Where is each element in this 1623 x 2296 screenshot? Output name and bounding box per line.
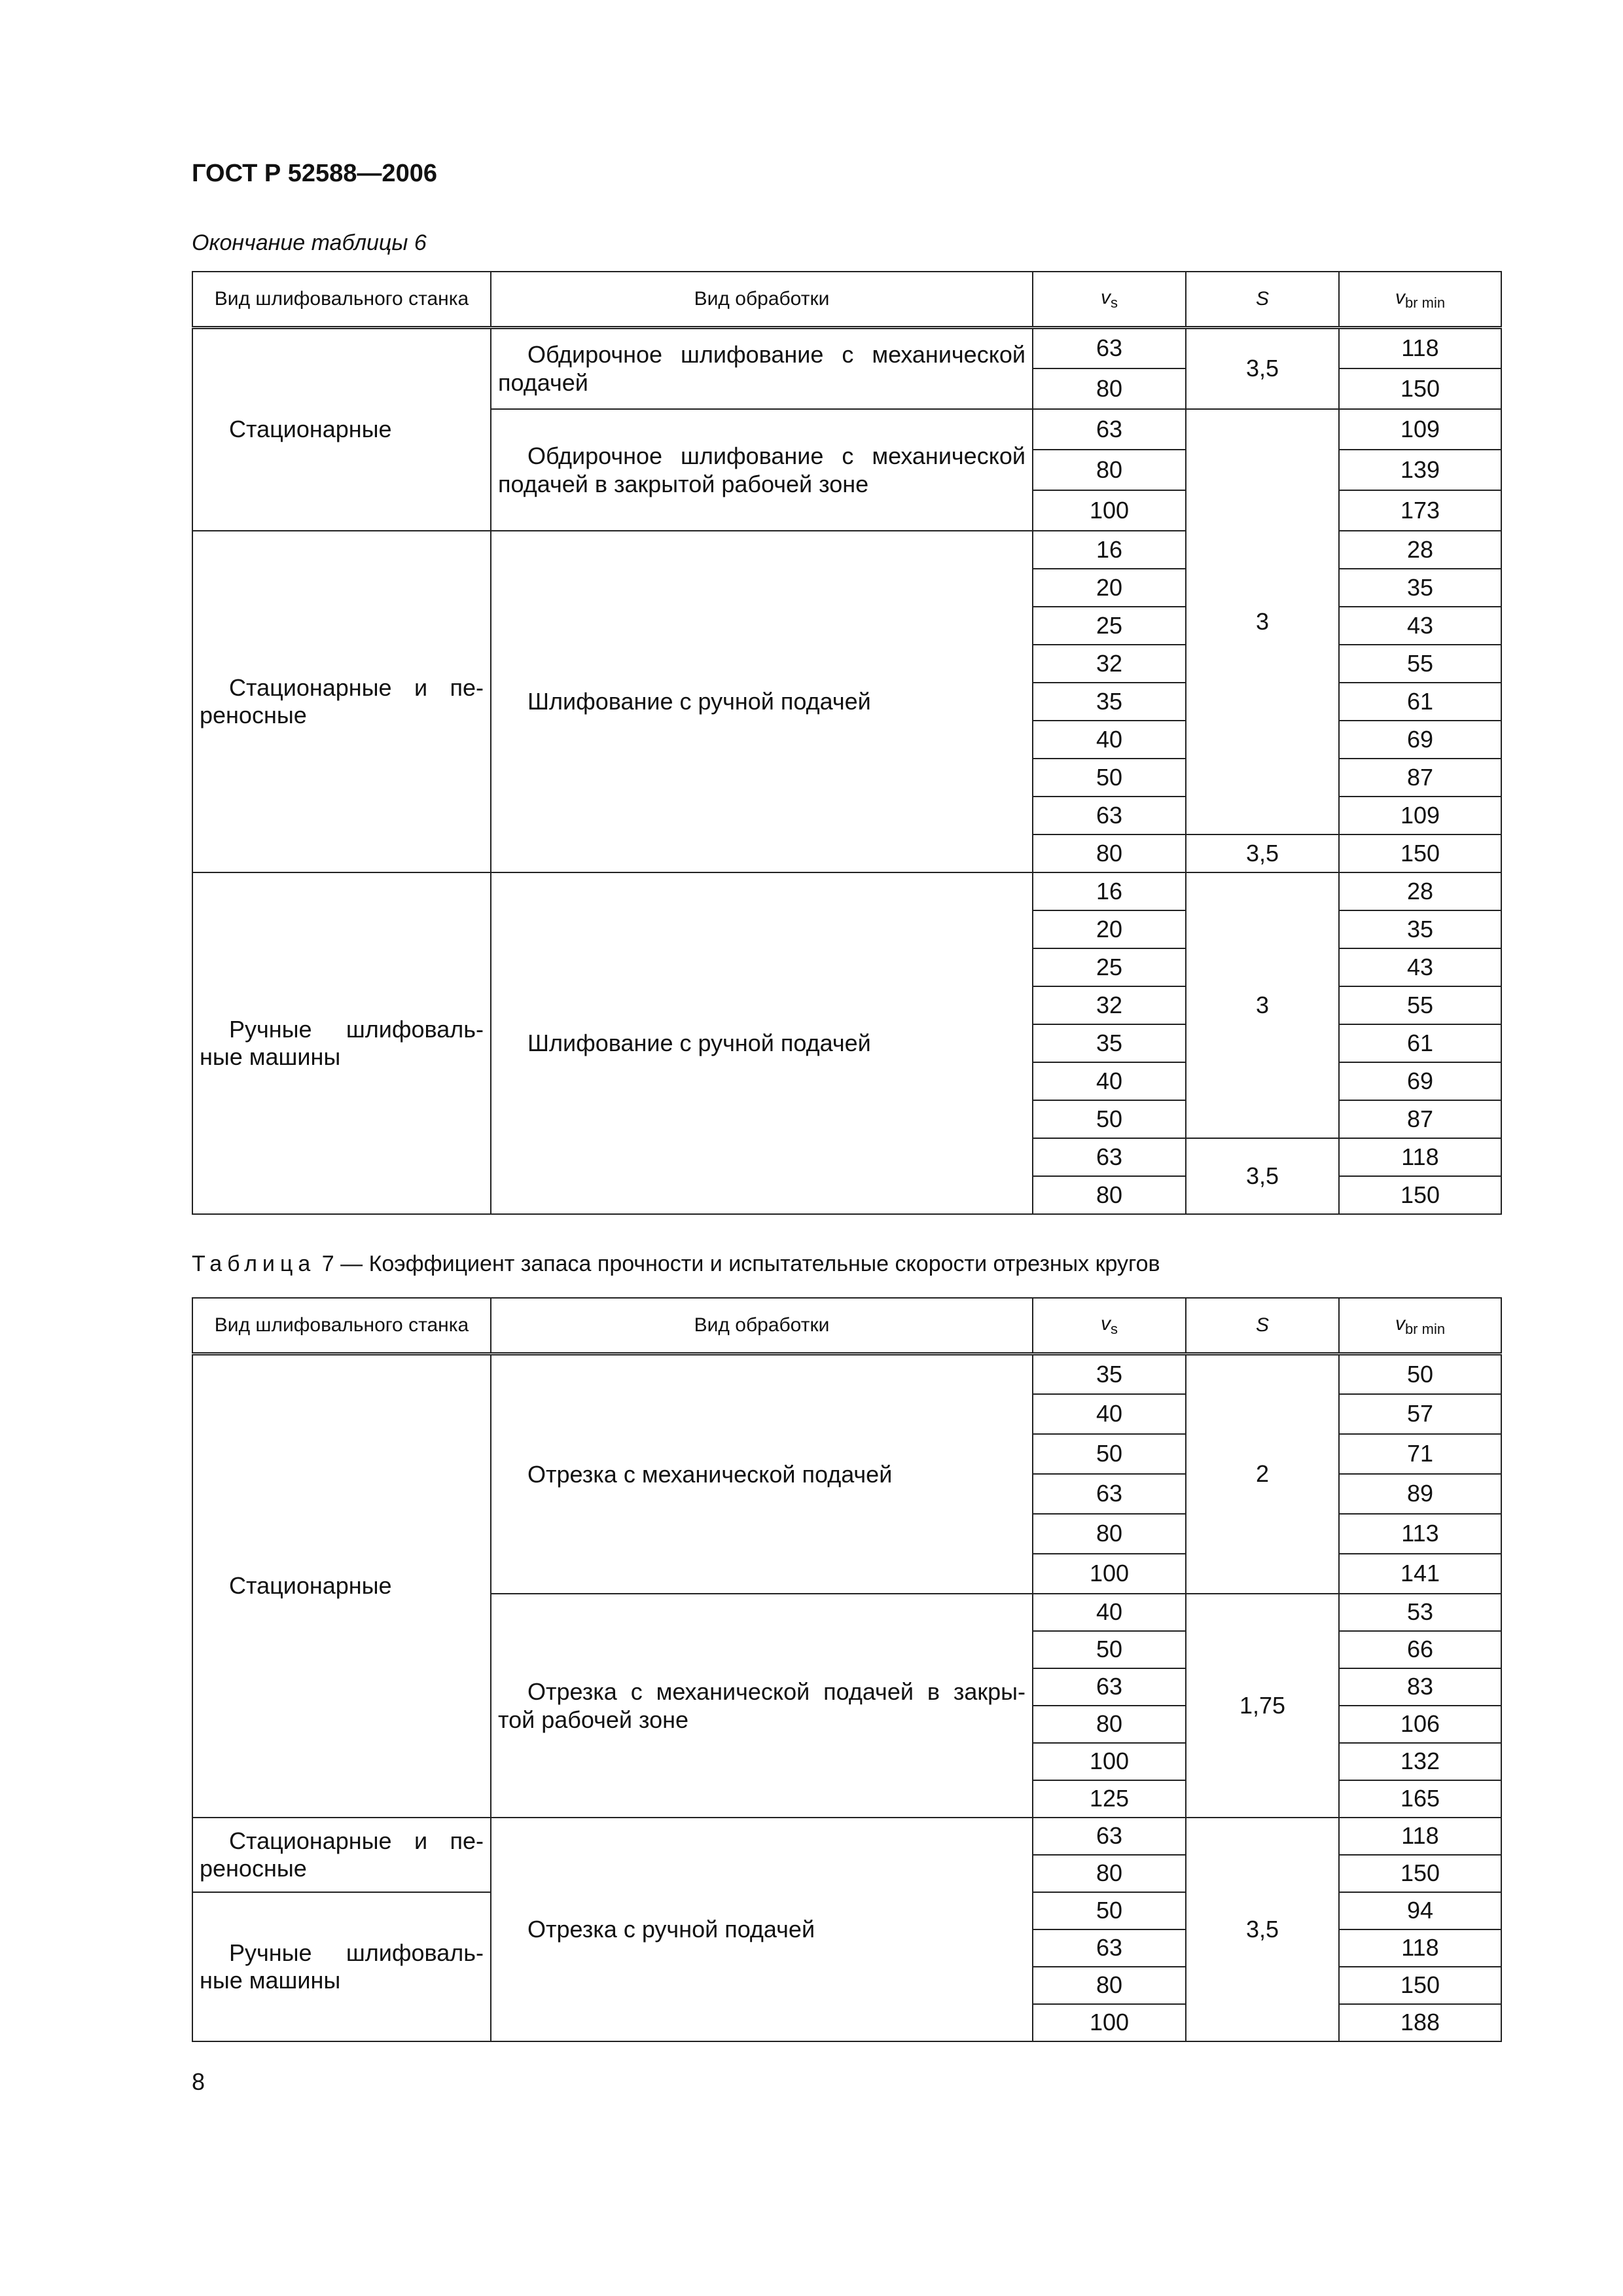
vbr-cell: 89: [1339, 1474, 1501, 1514]
vbr-cell: 55: [1339, 645, 1501, 683]
vbr-cell: 150: [1339, 1176, 1501, 1214]
machine-cell: Стационарные и пе-реносные: [192, 531, 491, 872]
vbr-cell: 118: [1339, 1818, 1501, 1855]
vbr-cell: 87: [1339, 759, 1501, 797]
vbr-cell: 132: [1339, 1743, 1501, 1780]
s-cell: 3: [1186, 409, 1339, 834]
col-header-vbr: $v_{br min}$: [1339, 1298, 1501, 1354]
vbr-cell: 66: [1339, 1631, 1501, 1668]
vbr-cell: 150: [1339, 1967, 1501, 2004]
vbr-cell: 173: [1339, 490, 1501, 531]
vbr-cell: 35: [1339, 910, 1501, 948]
machine-cell: Стационарные и пе-реносные: [192, 1818, 491, 1892]
s-cell: 3,5: [1186, 328, 1339, 409]
table-row: [192, 1354, 1501, 1394]
vbr-cell: 87: [1339, 1100, 1501, 1138]
vs-cell: 40: [1033, 1394, 1186, 1434]
vs-cell: 63: [1033, 1474, 1186, 1514]
vbr-cell: 118: [1339, 328, 1501, 368]
processing-cell: Обдирочное шлифование с механической подачей: [491, 328, 1033, 409]
col-header-s: S: [1186, 1298, 1339, 1354]
s-cell: 3,5: [1186, 1138, 1339, 1214]
col-header-machine: Вид шлифовального станка: [192, 1298, 491, 1354]
machine-cell: Ручные шлифоваль-ные машины: [192, 1892, 491, 2041]
vbr-cell: 50: [1339, 1354, 1501, 1394]
vbr-cell: 69: [1339, 721, 1501, 759]
vbr-cell: 113: [1339, 1514, 1501, 1554]
vs-cell: 100: [1033, 1743, 1186, 1780]
vs-cell: 63: [1033, 1668, 1186, 1706]
processing-cell: Отрезка с ручной подачей: [491, 1818, 1033, 2041]
vs-cell: 63: [1033, 1818, 1186, 1855]
table-row: [192, 1818, 1501, 1855]
document-title: ГОСТ Р 52588—2006: [192, 160, 437, 187]
vbr-cell: 109: [1339, 409, 1501, 450]
vbr-cell: 150: [1339, 1855, 1501, 1892]
vs-cell: 80: [1033, 450, 1186, 490]
table6-header-row: [192, 272, 1501, 328]
vs-cell: 80: [1033, 834, 1186, 872]
vbr-cell: 83: [1339, 1668, 1501, 1706]
col-header-processing: Вид обработки: [491, 272, 1033, 328]
vs-cell: 50: [1033, 1631, 1186, 1668]
processing-cell: Отрезка с механической подачей: [491, 1354, 1033, 1594]
processing-cell: Шлифование с ручной подачей: [491, 531, 1033, 872]
vbr-cell: 43: [1339, 948, 1501, 986]
vs-cell: 63: [1033, 328, 1186, 368]
vs-cell: 40: [1033, 1062, 1186, 1100]
vs-cell: 80: [1033, 1176, 1186, 1214]
vbr-cell: 55: [1339, 986, 1501, 1024]
col-header-vbr: $v_{br min}$: [1339, 272, 1501, 328]
vbr-cell: 109: [1339, 797, 1501, 834]
vs-cell: 63: [1033, 1138, 1186, 1176]
vs-cell: 20: [1033, 910, 1186, 948]
vbr-cell: 57: [1339, 1394, 1501, 1434]
processing-cell: Обдирочное шлифование с механической подачей в закрытой рабочей зоне: [491, 409, 1033, 531]
table6: [192, 271, 1502, 1215]
vs-cell: 16: [1033, 872, 1186, 910]
vbr-cell: 188: [1339, 2004, 1501, 2041]
col-header-machine: Вид шлифовального станка: [192, 272, 491, 328]
vs-cell: 125: [1033, 1780, 1186, 1818]
machine-cell: Стационарные: [192, 328, 491, 531]
vs-cell: 100: [1033, 1554, 1186, 1594]
vs-cell: 35: [1033, 1354, 1186, 1394]
vs-cell: 25: [1033, 607, 1186, 645]
table7-caption: Таблица 7 — Коэффициент запаса прочности и испытательные скорости отрезных кругов: [192, 1251, 1160, 1276]
page-number: 8: [192, 2068, 205, 2095]
vs-cell: 80: [1033, 1514, 1186, 1554]
col-header-vs: $v_s$: [1033, 1298, 1186, 1354]
vs-cell: 40: [1033, 1594, 1186, 1631]
vs-cell: 16: [1033, 531, 1186, 569]
vbr-cell: 71: [1339, 1434, 1501, 1474]
vbr-cell: 28: [1339, 872, 1501, 910]
table6-caption: Окончание таблицы 6: [192, 230, 427, 255]
processing-cell: Шлифование с ручной подачей: [491, 872, 1033, 1214]
vs-cell: 63: [1033, 1929, 1186, 1967]
vs-cell: 80: [1033, 1706, 1186, 1743]
vs-cell: 63: [1033, 797, 1186, 834]
vs-cell: 35: [1033, 1024, 1186, 1062]
col-header-processing: Вид обработки: [491, 1298, 1033, 1354]
vbr-cell: 106: [1339, 1706, 1501, 1743]
vs-cell: 32: [1033, 986, 1186, 1024]
vbr-cell: 43: [1339, 607, 1501, 645]
vbr-cell: 61: [1339, 1024, 1501, 1062]
vbr-cell: 53: [1339, 1594, 1501, 1631]
vbr-cell: 94: [1339, 1892, 1501, 1929]
s-cell: 2: [1186, 1354, 1339, 1594]
s-cell: 3: [1186, 872, 1339, 1138]
vbr-cell: 118: [1339, 1138, 1501, 1176]
vbr-cell: 118: [1339, 1929, 1501, 1967]
vs-cell: 80: [1033, 368, 1186, 409]
col-header-vs: $v_s$: [1033, 272, 1186, 328]
table-row: [192, 328, 1501, 368]
processing-cell: Отрезка с механической подачей в закры-той рабочей зоне: [491, 1594, 1033, 1818]
vs-cell: 80: [1033, 1967, 1186, 2004]
vs-cell: 100: [1033, 2004, 1186, 2041]
vbr-cell: 28: [1339, 531, 1501, 569]
vs-cell: 20: [1033, 569, 1186, 607]
vs-cell: 50: [1033, 1100, 1186, 1138]
vbr-cell: 165: [1339, 1780, 1501, 1818]
vbr-cell: 150: [1339, 368, 1501, 409]
vbr-cell: 139: [1339, 450, 1501, 490]
table-row: [192, 872, 1501, 910]
machine-cell: Стационарные: [192, 1354, 491, 1818]
vs-cell: 40: [1033, 721, 1186, 759]
s-cell: 3,5: [1186, 1818, 1339, 2041]
vs-cell: 100: [1033, 490, 1186, 531]
vs-cell: 80: [1033, 1855, 1186, 1892]
vbr-cell: 69: [1339, 1062, 1501, 1100]
table7: [192, 1297, 1502, 2042]
vs-cell: 32: [1033, 645, 1186, 683]
vs-cell: 50: [1033, 1892, 1186, 1929]
vbr-cell: 150: [1339, 834, 1501, 872]
table7-header-row: [192, 1298, 1501, 1354]
vs-cell: 63: [1033, 409, 1186, 450]
vbr-cell: 141: [1339, 1554, 1501, 1594]
vs-cell: 35: [1033, 683, 1186, 721]
s-cell: 3,5: [1186, 834, 1339, 872]
vs-cell: 25: [1033, 948, 1186, 986]
vbr-cell: 61: [1339, 683, 1501, 721]
vs-cell: 50: [1033, 759, 1186, 797]
vbr-cell: 35: [1339, 569, 1501, 607]
col-header-s: S: [1186, 272, 1339, 328]
s-cell: 1,75: [1186, 1594, 1339, 1818]
vs-cell: 50: [1033, 1434, 1186, 1474]
machine-cell: Ручные шлифоваль-ные машины: [192, 872, 491, 1214]
